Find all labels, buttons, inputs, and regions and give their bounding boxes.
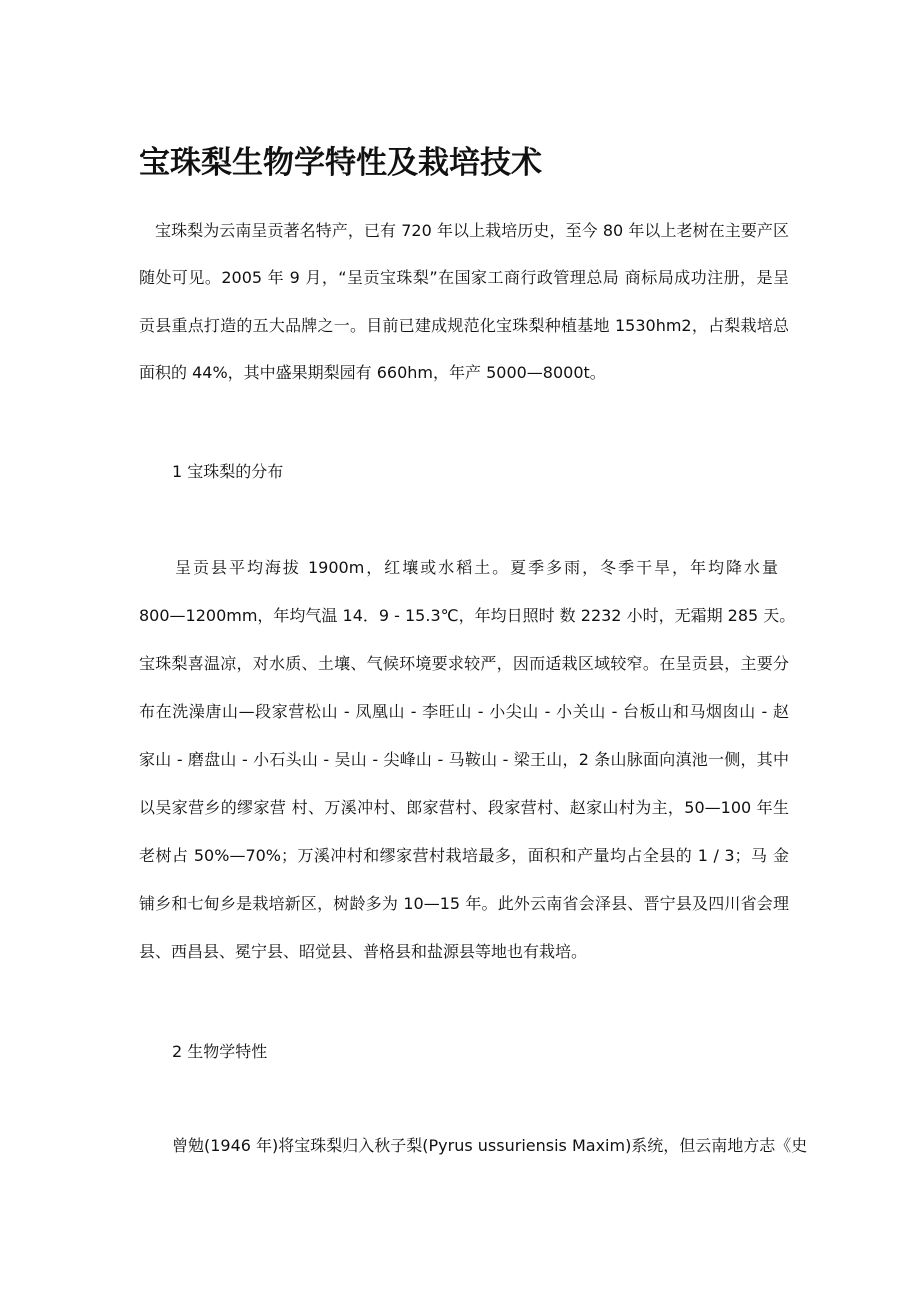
- section1-line: 布在洗澡唐山—段家营松山 - 凤凰山 - 李旺山 - 小尖山 - 小关山 - 台板山和马烟囱山 - 赵: [139, 702, 789, 721]
- section-heading-biology: 2 生物学特性: [172, 1042, 268, 1061]
- section1-line: 家山 - 磨盘山 - 小石头山 - 吴山 - 尖峰山 - 马鞍山 - 梁王山，2 条山脉面向滇池一侧，其中: [139, 750, 789, 769]
- section2-line: 曾勉(1946 年)将宝珠梨归入秋子梨(Pyrus ussuriensis Maxim)系统，但云南地方志《史: [172, 1136, 808, 1155]
- section1-line: 呈贡县平均海拔 1900m，红壤或水稻土。夏季多雨，冬季干旱，年均降水量: [175, 558, 778, 577]
- intro-line: 宝珠梨为云南呈贡著名特产，已有 720 年以上栽培历史，至今 80 年以上老树在主要产区: [155, 221, 789, 240]
- section1-line: 宝珠梨喜温凉，对水质、土壤、气候环境要求较严，因而适栽区域较窄。在呈贡县，主要分: [139, 654, 789, 673]
- section1-line: 铺乡和七甸乡是栽培新区，树龄多为 10—15 年。此外云南省会泽县、晋宁县及四川省会理: [139, 894, 789, 913]
- section-heading-distribution: 1 宝珠梨的分布: [172, 462, 284, 481]
- intro-line: 随处可见。2005 年 9 月，“呈贡宝珠梨”在国家工商行政管理总局 商标局成功注册，是呈: [139, 268, 789, 287]
- section1-line: 以吴家营乡的缪家营 村、万溪冲村、郎家营村、段家营村、赵家山村为主，50—100 年生: [139, 798, 789, 817]
- intro-line: 面积的 44%，其中盛果期梨园有 660hm，年产 5000—8000t。: [139, 363, 606, 382]
- document-title: 宝珠梨生物学特性及栽培技术: [139, 145, 542, 181]
- intro-line: 贡县重点打造的五大品牌之一。目前已建成规范化宝珠梨种植基地 1530hm2，占梨栽培总: [139, 316, 789, 335]
- section1-line: 老树占 50%—70%；万溪冲村和缪家营村栽培最多，面积和产量均占全县的 1 / 3；马 金: [139, 846, 789, 865]
- section1-line: 800—1200mm，年均气温 14．9 - 15.3℃，年均日照时 数 2232 小时，无霜期 285 天。: [139, 606, 796, 625]
- section1-line: 县、西昌县、冕宁县、昭觉县、普格县和盐源县等地也有栽培。: [139, 942, 588, 961]
